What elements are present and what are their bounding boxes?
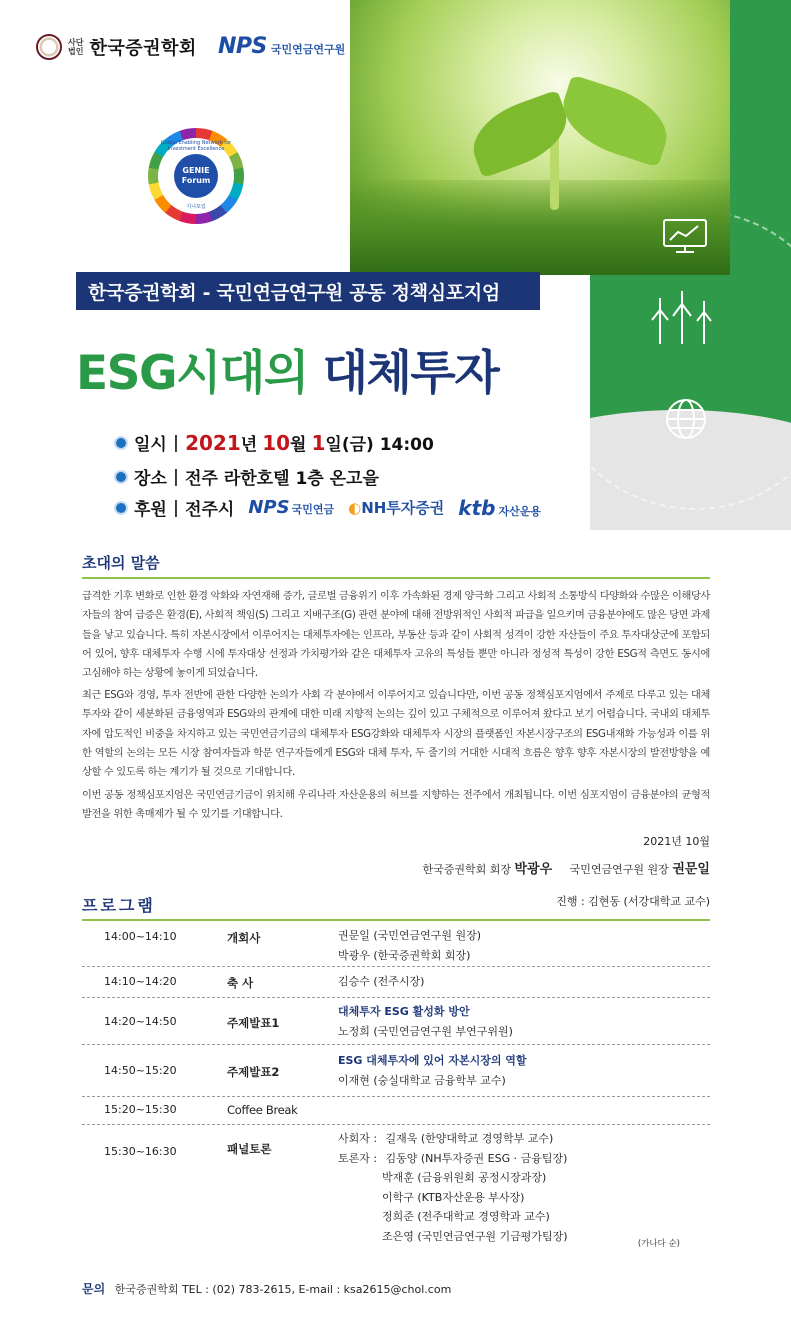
program-row (82, 921, 710, 967)
row-time: 14:50~15:20 (104, 1064, 177, 1077)
row-kind: 개회사 (227, 931, 261, 945)
genie-name-line2: Forum (181, 176, 211, 185)
globe-icon (664, 397, 708, 441)
row-line: 박광우 (한국증권학회 회장) (338, 948, 471, 962)
panelist: 조은영 (국민연금연구원 기금평가팀장) (382, 1229, 568, 1243)
row-kind: 주제발표1 (227, 1016, 280, 1030)
row-time: 15:20~15:30 (104, 1103, 177, 1116)
row-detail (338, 972, 424, 992)
genie-forum-badge (148, 128, 244, 224)
genie-ring-text: Global Enabling Network for Investment Excellence (160, 140, 232, 152)
program-moderator: 진행 : 김현동 (서강대학교 교수) (556, 895, 710, 908)
genie-name-line1: GENIE (182, 166, 210, 175)
row-topic: ESG 대체투자에 있어 자본시장의 역할 (338, 1054, 527, 1067)
row-time: 14:20~14:50 (104, 1015, 177, 1028)
date-month: 10 (262, 430, 291, 455)
event-subtitle: 한국증권학회 - 국민연금연구원 공동 정책심포지엄 (76, 272, 540, 310)
invitation-paragraph-2: 최근 ESG와 경영, 투자 전반에 관한 다양한 논의가 사회 각 분야에서 이루어지고 있습니다만, 이번 공동 정책심포지엄에서 주제로 다루고 있는 대체투자와 같이 세분화된 금융영역과 ESG와의 관계에 대한 미래 지향적 논의는 깊이 있고 구체적으로 이루어져 왔다고 보기 어렵습니다. 국내외 대체투자에 압도적인 비중을 차지하고 있는 국민연금기금의 대체투자 ESG강화와 대체투자 시장의 플랫폼인 자본시장구조의 ESG내재화 가능성과 이를 위한 역할의 논의는 모든 시장 참여자들과 학문 연구자들에게 ESG와 대체 투자, 두 줄기의 거대한 시대적 흐름은 향후 향후 자본시장의 발전방향을 예상할 수 있도록 하는 계기가 될 것으로 기대합니다. (82, 690, 710, 779)
date-year-unit: 년 (240, 435, 258, 455)
bullet-icon (116, 503, 126, 513)
nps-name: 국민연금연구원 (270, 43, 346, 56)
panel-label: 토론자 : (338, 1151, 378, 1165)
invitation-date: 2021년 10월 (643, 835, 710, 848)
contact-text: 한국증권학회 TEL : (02) 783-2615, E-mail : ksa2615@chol.com (114, 1283, 452, 1296)
program-row (82, 967, 710, 998)
signer2-name: 권문일 (672, 862, 710, 877)
row-line: 노정희 (국민연금연구원 부연구위원) (338, 1024, 513, 1038)
bullet-icon (116, 472, 126, 482)
sponsor-city: 전주시 (185, 500, 235, 520)
row-kind: 주제발표2 (227, 1065, 280, 1079)
row-detail (338, 1129, 568, 1246)
panelist: 이학구 (KTB자산운용 부사장) (382, 1190, 525, 1204)
ksa-name: 한국증권학회 (89, 38, 197, 59)
date-day: 1 (311, 430, 326, 455)
program-heading: 프로그램 (82, 896, 156, 915)
date-label: 일시 (134, 435, 167, 455)
row-detail (338, 926, 481, 965)
ksa-prefix-bottom: 법인 (68, 47, 84, 56)
signer2-role: 국민연금연구원 원장 (569, 863, 669, 876)
monitor-chart-icon (662, 218, 708, 254)
panelist-line (338, 1149, 568, 1169)
signature-line (422, 858, 710, 877)
sponsor-nps-logo: NPS 국민연금 (248, 497, 335, 518)
row-detail (338, 1051, 527, 1090)
chair-label: 사회자 : (338, 1132, 378, 1145)
program-row (82, 998, 710, 1045)
ksa-logo (36, 34, 197, 60)
row-line: 이재현 (숭실대학교 금융학부 교수) (338, 1073, 506, 1087)
place-value: 전주 라한호텔 1층 온고을 (185, 469, 379, 489)
panelist: 김동양 (NH투자증권 ESG · 금융팀장) (385, 1151, 568, 1165)
date-month-unit: 월 (290, 435, 307, 455)
row-topic: 대체투자 ESG 활성화 방안 (338, 1005, 470, 1018)
order-note: (가나다 순) (637, 1239, 680, 1249)
row-time: 14:00~14:10 (104, 930, 177, 943)
main-title-part2: 대체투자 (322, 346, 499, 401)
signer1-name: 박광우 (514, 862, 553, 877)
row-kind: 패널토론 (227, 1142, 272, 1156)
info-place: 장소 | 전주 라한호텔 1층 온고을 (116, 464, 379, 489)
info-sponsor: 후원 | 전주시 NPS 국민연금 ◐NH투자증권 ktb 자산운용 (116, 495, 541, 520)
sponsor-ktb-logo: ktb 자산운용 (458, 495, 541, 520)
invitation-heading: 초대의 말씀 (82, 554, 160, 572)
main-title-part1: ESG시대의 (76, 346, 308, 401)
chair-name: 길재욱 (한양대학교 경영학부 교수) (385, 1132, 554, 1145)
date-year: 2021 (185, 430, 241, 455)
main-title (76, 336, 498, 403)
row-line: 권문일 (국민연금연구원 원장) (338, 929, 482, 942)
date-day-unit: 일(금) 14:00 (325, 435, 434, 455)
genie-sub: 지니포럼 (186, 204, 206, 210)
sponsor-nh-logo: ◐NH투자증권 (348, 499, 445, 517)
wind-turbine-icon (646, 290, 716, 346)
nps-logo (218, 34, 345, 59)
contact-label: 문의 (82, 1282, 106, 1296)
info-date: 일시 | 2021 년 10 월 1 일(금) 14:00 (116, 430, 434, 455)
panel-chair-line (338, 1129, 568, 1149)
panelist: 정희준 (전주대학교 경영학과 교수) (382, 1210, 550, 1223)
invitation-rule (82, 577, 710, 579)
row-detail (338, 1002, 513, 1041)
invitation-paragraph-3: 이번 공동 정책심포지엄은 국민연금기금이 위치해 우리나라 자산운용의 허브를 지향하는 전주에서 개최됩니다. 이번 심포지엄이 금융분야의 균형적 발전을 위한 촉매제가 될 수 있기를 기대합니다. (82, 790, 710, 821)
invitation-paragraph-1: 급격한 기후 변화로 인한 환경 악화와 자연재해 증가, 글로벌 금융위기 이후 가속화된 경제 양극화 그리고 사회적 소통방식 다양화와 수많은 이해당사자들의 참여 급증은 환경(E), 사회적 책임(S) 그리고 지배구조(G) 관련 분야에 대해 전방위적인 사회적 파급을 일으키며 금융분야에도 많은 당면 과제들을 낳고 있습니다. 특히 자본시장에서 이루어지는 대체투자에는 인프라, 부동산 등과 같이 사회적 성격이 강한 자산들이 주요 투자대상군에 포함되어 있어, 향후 대체투자 수행 시에 투자대상 선정과 가치평가와 같은 대체투자 고유의 특성들 뿐만 아니라 정성적 특성이 강한 ESG적 측면도 동시에 고심해야 하는 상황에 놓이게 되었습니다. (82, 591, 710, 680)
place-label: 장소 (134, 469, 167, 489)
bullet-icon (116, 438, 126, 448)
panelist: 박재훈 (금융위원회 공정시장과장) (382, 1171, 547, 1184)
row-time: 14:10~14:20 (104, 975, 177, 988)
program-row (82, 1045, 710, 1097)
program-row (82, 1097, 710, 1125)
row-kind: Coffee Break (227, 1103, 298, 1117)
contact-line (82, 1280, 451, 1297)
program-row (82, 1125, 710, 1257)
row-line: 김승수 (전주시장) (338, 975, 425, 988)
sponsor-logos (248, 496, 541, 520)
sponsor-label: 후원 (134, 500, 167, 520)
signer1-role: 한국증권학회 회장 (422, 863, 511, 876)
nps-mark: NPS (218, 34, 267, 59)
ksa-prefix-top: 사단 (68, 38, 84, 47)
row-time: 15:30~16:30 (104, 1145, 177, 1158)
row-kind: 축 사 (227, 976, 254, 990)
ksa-seal-icon (36, 34, 62, 60)
